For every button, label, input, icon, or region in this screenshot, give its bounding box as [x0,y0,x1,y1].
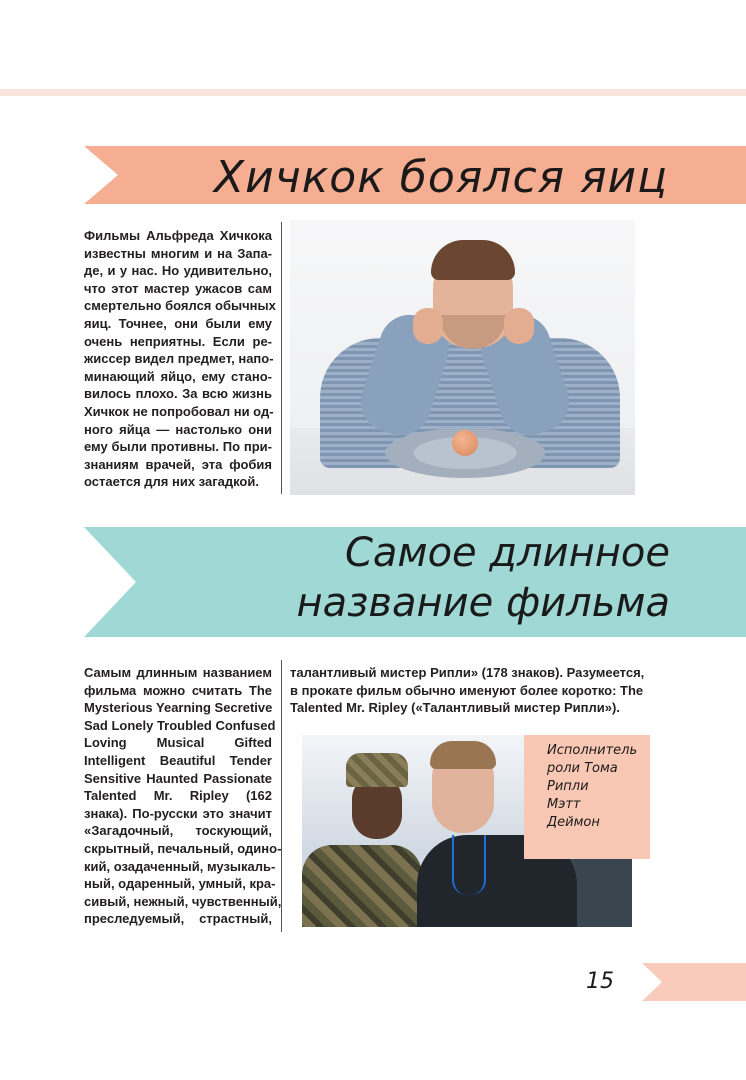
page-number: 15 [586,969,614,994]
text-line: Фильмы Альфреда Хичкока [84,228,272,243]
text-line: Loving Musical Gifted [84,735,272,751]
text-line: ему были противны. По при- [84,439,272,455]
text-line: фильма можно считать The [84,682,272,698]
column-divider [281,222,282,494]
section2-title-line2: название фильма [296,580,670,626]
text-line: «Загадочный, тоскующий, [84,823,272,839]
section2-title [240,528,670,638]
text-line: в прокате фильм обычно именуют более коротко: The [290,682,644,698]
section2-text-col2 [290,664,645,717]
text-line: Хичкок не попробовал ни од- [84,403,274,419]
text-line: знака). По-русски это значит [84,805,272,821]
caption-line: роли Тома [547,761,618,776]
text-line: ный, одаренный, умный, кра- [84,876,276,892]
text-line: Sensitive Haunted Passionate [84,770,272,786]
top-rule [0,89,746,96]
page-number-tab [642,963,746,1001]
text-line: Mysterious Yearning Secretive [84,700,273,716]
text-line: очень неприятны. Если ре- [84,333,272,349]
text-line: смертельно боялся обычных [84,298,276,314]
text-line: жиссер видел предмет, напо- [84,351,274,367]
text-line: Talented Mr. Ripley (162 [84,788,272,804]
section2-title-line1: Самое длинное [344,530,670,576]
text-line: талантливый мистер Рипли» (178 знаков). Разумеется, [290,665,645,680]
text-line: знаниям врачей, эта фобия [84,456,272,472]
text-line: известны многим и на Запа- [84,245,272,261]
text-line: Sad Lonely Troubled Confused [84,717,276,733]
caption-line: Исполнитель [547,743,638,758]
text-line: вилось плохо. За всю жизнь [84,386,272,402]
text-line: де, и у нас. Но удивительно, [84,263,272,279]
caption-line: Деймон [547,815,600,830]
section1-title: Хичкок боялся яиц [214,152,669,203]
photo-caption [547,742,642,832]
text-line: сивый, нежный, чувственный, [84,893,282,909]
text-line: преследуемый, страстный, [84,911,272,927]
text-line: скрытный, печальный, одино- [84,840,282,856]
caption-line: Рипли [547,779,589,794]
text-line: Talented Mr. Ripley («Талантливый мистер Рипли»). [290,700,620,716]
text-line: яиц. Точнее, они были ему [84,315,272,331]
text-line: ного яйца — настолько они [84,421,272,437]
man-with-egg-photo [290,220,635,495]
text-line: минающий яйцо, ему стано- [84,368,272,384]
section2-text-col1 [84,664,282,928]
section1-text [84,227,276,491]
text-line: остается для них загадкой. [84,474,259,490]
text-line: что этот мастер ужасов сам [84,280,272,296]
caption-line: Мэтт [547,797,581,812]
column-divider [281,660,282,932]
egg [452,430,478,456]
text-line: Самым длинным названием [84,665,272,680]
text-line: кий, озадаченный, музыкаль- [84,858,276,874]
text-line: Intelligent Beautiful Tender [84,752,272,768]
